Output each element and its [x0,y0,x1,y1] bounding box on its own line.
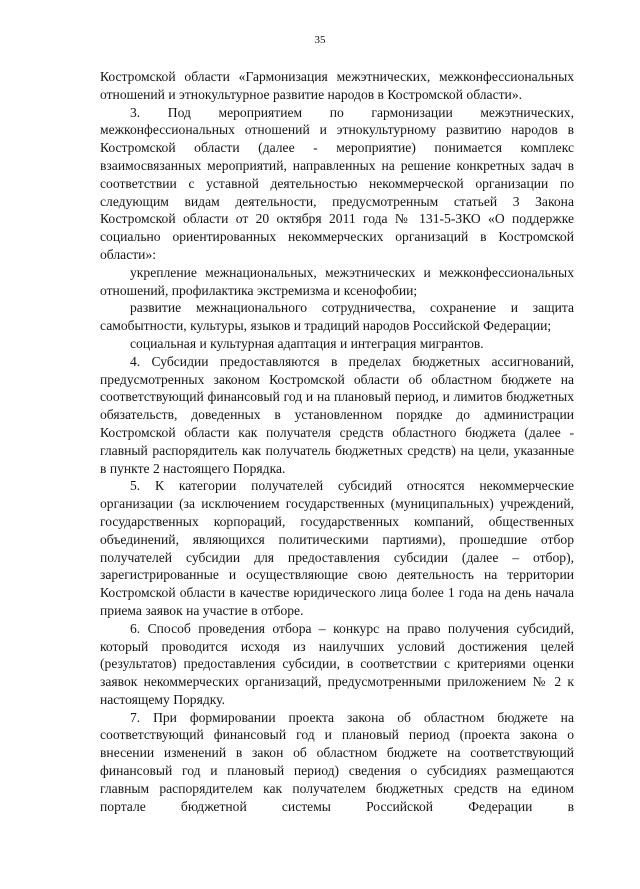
paragraph-activity-2: развитие межнационального сотрудничества, сохранение и защита самобытности, культуры, языков и традиций народов Российской Федерации; [100,300,574,334]
paragraph-item-3: 3. Под мероприятием по гармонизации межэтнических, межконфессиональных отношений и этнокультурному развитию народов в Костромской области (далее - мероприятие) понимается комплекс взаимосвязанных мероприятий, направленных на решение конкретных задач в соответствии с уставной деятельностью некоммерческой организации по следующим видам деятельности, предусмотренным статьей 3 Закона Костромской области от 20 октября 2011 года № 131-5-ЗКО «О поддержке социально ориентированных некоммерческих организаций в Костромской области»: [100,104,574,262]
paragraph-activity-1: укрепление межнациональных, межэтнических и межконфессиональных отношений, профилактика экстремизма и ксенофобии; [100,264,574,298]
page-number: 35 [314,34,326,46]
paragraph-item-4: 4. Субсидии предоставляются в пределах бюджетных ассигнований, предусмотренных законом Костромской области об областном бюджете на соответствующий финансовый год и на плановый период, и лимитов бюджетных обязательств, доведенных в установленном порядке до администрации Костромской области как получателя средств областного бюджета (далее - главный распорядитель как получатель бюджетных средств) на цели, указанные в пункте 2 настоящего Порядка. [100,353,574,476]
document-body [100,68,574,815]
paragraph-item-6: 6. Способ проведения отбора – конкурс на право получения субсидий, который проводится исходя из наилучших условий достижения целей (результатов) предоставления субсидии, в соответствии с критериями оценки заявок некоммерческих организаций, предусмотренными приложением № 2 к настоящему Порядку. [100,620,574,707]
paragraph-item-5: 5. К категории получателей субсидий относятся некоммерческие организации (за исключением государственных (муниципальных) учреждений, государственных корпораций, государственных компаний, общественных объединений, являющихся политическими партиями), прошедшие отбор получателей субсидии для предоставления субсидии (далее – отбор), зарегистрированные и осуществляющие свою деятельность на территории Костромской области в качестве юридического лица более 1 года на день начала приема заявок на участие в отборе. [100,478,574,618]
paragraph-activity-3: социальная и культурная адаптация и интеграция мигрантов. [130,335,484,351]
paragraph-program-title-continuation: Костромской области «Гармонизация межэтнических, межконфессиональных отношений и этнокультурное развитие народов в Костромской области». [100,69,574,102]
paragraph-item-7: 7. При формировании проекта закона об областном бюджете на соответствующий финансовый год и плановый период (проекта закона о внесении изменений в закон об областном бюджете на соответствующий финансовый год и плановый период) сведения о субсидиях размещаются главным распорядителем как получателем бюджетных средств на едином портале бюджетной системы Российской Федерации в [100,709,574,814]
